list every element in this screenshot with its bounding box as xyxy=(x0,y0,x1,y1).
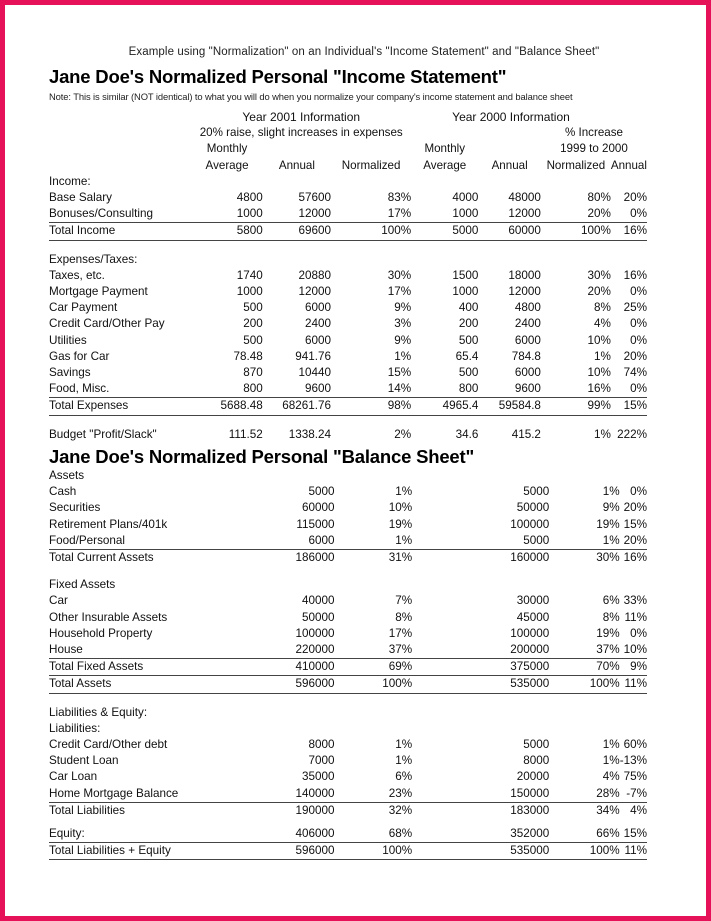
header-row-assumption xyxy=(49,125,647,141)
section-header-fixed-assets xyxy=(49,577,647,593)
cell-monthly-2000: 500 xyxy=(458,333,479,347)
total-fixed-assets-row xyxy=(49,659,647,676)
cell-monthly-2000: 34.6 xyxy=(455,427,479,441)
cell-pct-increase: 15% xyxy=(623,517,647,531)
total-income-row xyxy=(49,223,647,240)
cell-annual-2000: 6000 xyxy=(514,366,541,380)
cell-annual-2001: 50000 xyxy=(301,610,335,624)
cell-normalized-2000: 20% xyxy=(587,285,611,299)
section-header-expenses xyxy=(49,252,647,268)
spacer-row xyxy=(49,819,647,826)
cell-annual-2000: 6000 xyxy=(514,333,541,347)
cell-annual-2000: 8000 xyxy=(523,754,550,768)
cell-monthly-2001: 800 xyxy=(191,381,262,398)
row-label: Total Assets xyxy=(49,676,199,693)
total-liabilities-equity-row xyxy=(49,843,647,860)
cell-normalized-2001: 14% xyxy=(331,381,411,398)
cell-normalized-2000: 1% xyxy=(593,349,611,363)
table-row xyxy=(49,349,647,365)
row-label: House xyxy=(49,642,199,659)
table-row xyxy=(49,769,647,785)
cell-annual-2000: 60000 xyxy=(478,223,541,240)
cell-monthly-2000: 400 xyxy=(458,301,479,315)
cell-normalized-2000: 100% xyxy=(549,676,619,693)
row-label: Household Property xyxy=(49,626,153,640)
row-label: Credit Card/Other Pay xyxy=(49,317,165,331)
cell-normalized-2000: 34% xyxy=(596,803,620,817)
cell-annual-2000: 4800 xyxy=(514,301,541,315)
cell-annual-2001: 6000 xyxy=(305,333,332,347)
section-header-liabilities xyxy=(49,721,647,737)
cell-normalized-2000: 1% xyxy=(602,485,620,499)
row-label: Utilities xyxy=(49,333,87,347)
header-annual-2000: Annual xyxy=(491,158,528,172)
header-row-monthly xyxy=(49,141,647,157)
cell-annual-2000: 12000 xyxy=(478,206,541,223)
row-label: Bonuses/Consulting xyxy=(49,206,191,223)
cell-monthly-2000: 1000 xyxy=(452,285,479,299)
table-row xyxy=(49,786,647,803)
cell-annual-2000: 535000 xyxy=(482,676,549,693)
cell-annual-2000: 183000 xyxy=(510,803,550,817)
cell-annual-2001: 410000 xyxy=(267,659,334,676)
cell-annual-2001: 100000 xyxy=(295,626,335,640)
cell-pct-increase: 0% xyxy=(611,381,647,398)
row-label: Car Loan xyxy=(49,770,98,784)
header-row-columns xyxy=(49,158,647,174)
cell-normalized-2001: 1% xyxy=(395,738,413,752)
cell-normalized-2000: 4% xyxy=(593,317,611,331)
cell-annual-2001: 6000 xyxy=(305,301,332,315)
cell-annual-2001: 596000 xyxy=(267,676,334,693)
cell-annual-2000: 18000 xyxy=(508,268,541,282)
header-pct-increase-line1: % Increase xyxy=(564,126,623,140)
cell-monthly-2001: 500 xyxy=(243,333,263,347)
cell-annual-2001: 8000 xyxy=(308,738,335,752)
cell-normalized-2000: 30% xyxy=(587,268,611,282)
table-row xyxy=(49,284,647,300)
cell-normalized-2001: 3% xyxy=(394,317,412,331)
cell-pct-increase: 20% xyxy=(623,501,647,515)
cell-annual-2001: 190000 xyxy=(295,803,335,817)
cell-annual-2001: 12000 xyxy=(298,285,332,299)
cell-monthly-2000: 1500 xyxy=(452,268,479,282)
cell-annual-2001: 69600 xyxy=(263,223,331,240)
cell-annual-2000: 50000 xyxy=(516,501,550,515)
header-average-2001: Average xyxy=(205,158,249,172)
cell-monthly-2001: 78.48 xyxy=(233,349,263,363)
table-row xyxy=(49,333,647,349)
cell-normalized-2001: 19% xyxy=(388,517,413,531)
table-row xyxy=(49,300,647,316)
cell-annual-2001: 57600 xyxy=(298,191,332,205)
table-row xyxy=(49,268,647,284)
spacer-row xyxy=(49,566,647,577)
cell-normalized-2000: 99% xyxy=(541,398,611,415)
cell-normalized-2000: 10% xyxy=(587,366,611,380)
cell-pct-increase: 20% xyxy=(620,533,647,550)
cell-annual-2000: 100000 xyxy=(510,626,550,640)
cell-normalized-2000: 80% xyxy=(587,191,611,205)
cell-normalized-2001: 6% xyxy=(395,770,413,784)
cell-normalized-2000: 37% xyxy=(549,642,619,659)
cell-normalized-2001: 69% xyxy=(334,659,412,676)
row-label: Equity: xyxy=(49,826,199,843)
cell-monthly-2001: 4800 xyxy=(236,191,263,205)
header-year-2000: Year 2000 Information xyxy=(452,110,570,124)
cell-normalized-2001: 8% xyxy=(395,610,413,624)
cell-pct-increase: 0% xyxy=(630,485,647,499)
cell-normalized-2000: 1% xyxy=(602,754,620,768)
cell-pct-increase: 20% xyxy=(623,191,647,205)
cell-pct-increase: 4% xyxy=(630,803,647,817)
spacer-row xyxy=(49,415,647,427)
header-monthly-2001: Monthly xyxy=(206,142,248,156)
cell-normalized-2001: 31% xyxy=(388,551,413,565)
cell-pct-increase: -7% xyxy=(620,786,647,803)
cell-normalized-2000: 100% xyxy=(549,843,619,860)
table-row xyxy=(49,610,647,626)
total-liabilities-row xyxy=(49,802,647,819)
row-label: Taxes, etc. xyxy=(49,268,105,282)
row-label: Food, Misc. xyxy=(49,381,191,398)
cell-normalized-2001: 17% xyxy=(388,626,413,640)
cell-annual-2001: 35000 xyxy=(301,770,335,784)
cell-annual-2001: 186000 xyxy=(295,551,335,565)
header-assumption: 20% raise, slight increases in expenses xyxy=(199,126,403,140)
table-row xyxy=(49,500,647,516)
cell-normalized-2001: 1% xyxy=(334,533,412,550)
cell-pct-increase: 74% xyxy=(623,366,647,380)
cell-normalized-2001: 9% xyxy=(394,301,412,315)
cell-annual-2001: 60000 xyxy=(301,501,335,515)
cell-annual-2000: 375000 xyxy=(482,659,549,676)
cell-pct-increase: -13% xyxy=(619,754,647,768)
header-year-2001: Year 2001 Information xyxy=(242,110,361,124)
row-label: Car xyxy=(49,594,68,608)
cell-pct-increase: 16% xyxy=(623,551,647,565)
row-label: Other Insurable Assets xyxy=(49,610,168,624)
cell-normalized-2000: 8% xyxy=(602,610,620,624)
header-annual-2001: Annual xyxy=(278,158,315,172)
cell-normalized-2001: 10% xyxy=(388,501,413,515)
cell-annual-2001: 68261.76 xyxy=(263,398,331,415)
cell-pct-increase: 10% xyxy=(620,642,647,659)
cell-monthly-2001: 870 xyxy=(243,366,263,380)
cell-normalized-2000: 10% xyxy=(587,333,611,347)
cell-annual-2000: 784.8 xyxy=(511,349,541,363)
cell-annual-2001: 2400 xyxy=(305,317,332,331)
row-label: Gas for Car xyxy=(49,349,110,363)
cell-normalized-2001: 9% xyxy=(394,333,412,347)
cell-monthly-2001: 200 xyxy=(243,317,263,331)
balance-sheet-title: Jane Doe's Normalized Personal "Balance Sheet" xyxy=(49,446,475,467)
cell-annual-2000: 150000 xyxy=(482,786,549,803)
row-label: Total Liabilities + Equity xyxy=(49,843,199,860)
row-label: Total Liabilities xyxy=(49,803,126,817)
cell-pct-increase: 15% xyxy=(611,398,647,415)
cell-monthly-2000: 5000 xyxy=(411,223,478,240)
document-body xyxy=(44,5,684,921)
cell-normalized-2000: 19% xyxy=(596,626,620,640)
cell-annual-2000: 5000 xyxy=(482,533,549,550)
cell-normalized-2001: 15% xyxy=(387,366,412,380)
cell-pct-increase: 0% xyxy=(630,333,647,347)
cell-annual-2000: 12000 xyxy=(508,285,541,299)
cell-pct-increase: 0% xyxy=(630,626,647,640)
cell-annual-2000: 2400 xyxy=(514,317,541,331)
cell-annual-2000: 48000 xyxy=(508,191,541,205)
header-normalized-2000: Normalized xyxy=(546,158,606,172)
cell-normalized-2000: 6% xyxy=(602,594,620,608)
cell-annual-2001: 20880 xyxy=(298,268,332,282)
cell-annual-2000: 45000 xyxy=(516,610,550,624)
header-annual-increase: Annual xyxy=(610,158,647,172)
cell-normalized-2001: 68% xyxy=(334,826,412,843)
document-subtitle: Example using "Normalization" on an Individual's "Income Statement" and "Balance Sheet" xyxy=(128,46,600,58)
cell-annual-2001: 40000 xyxy=(301,594,335,608)
cell-normalized-2001: 37% xyxy=(334,642,412,659)
cell-monthly-2001: 1000 xyxy=(191,206,262,223)
cell-monthly-2000: 4000 xyxy=(452,191,479,205)
total-current-assets-row xyxy=(49,550,647,567)
cell-monthly-2000: 800 xyxy=(411,381,478,398)
cell-annual-2000: 59584.8 xyxy=(478,398,541,415)
cell-normalized-2001: 100% xyxy=(334,843,412,860)
row-label: Budget "Profit/Slack" xyxy=(49,427,157,441)
cell-annual-2000: 5000 xyxy=(523,485,550,499)
cell-pct-increase: 25% xyxy=(623,301,647,315)
table-row xyxy=(49,642,647,659)
cell-monthly-2000: 65.4 xyxy=(455,349,479,363)
cell-annual-2000: 352000 xyxy=(482,826,549,843)
cell-normalized-2000: 16% xyxy=(541,381,611,398)
income-statement-table xyxy=(49,109,647,443)
row-label: Retirement Plans/401k xyxy=(49,517,168,531)
row-label: Cash xyxy=(49,485,77,499)
cell-monthly-2000: 1000 xyxy=(411,206,478,223)
table-row xyxy=(49,626,647,642)
cell-annual-2000: 415.2 xyxy=(511,427,541,441)
cell-monthly-2001: 1740 xyxy=(236,268,263,282)
cell-annual-2001: 6000 xyxy=(267,533,334,550)
cell-normalized-2001: 23% xyxy=(334,786,412,803)
fixed-assets-label: Fixed Assets xyxy=(49,578,116,592)
row-label: Securities xyxy=(49,501,101,515)
row-label: Food/Personal xyxy=(49,533,199,550)
cell-pct-increase: 75% xyxy=(623,770,647,784)
cell-pct-increase: 15% xyxy=(620,826,647,843)
cell-annual-2000: 30000 xyxy=(516,594,550,608)
table-row xyxy=(49,381,647,398)
cell-normalized-2000: 30% xyxy=(596,551,620,565)
liabilities-equity-label: Liabilities & Equity: xyxy=(49,705,148,719)
row-label: Savings xyxy=(49,366,91,380)
cell-normalized-2001: 100% xyxy=(331,223,411,240)
row-label: Total Current Assets xyxy=(49,551,154,565)
equity-row xyxy=(49,826,647,843)
liabilities-label: Liabilities: xyxy=(49,721,101,735)
header-average-2000: Average xyxy=(423,158,467,172)
cell-annual-2001: 406000 xyxy=(267,826,334,843)
cell-annual-2001: 12000 xyxy=(263,206,331,223)
cell-pct-increase: 20% xyxy=(623,349,647,363)
cell-annual-2001: 7000 xyxy=(308,754,335,768)
cell-annual-2001: 9600 xyxy=(263,381,331,398)
cell-pct-increase: 9% xyxy=(620,659,647,676)
cell-annual-2000: 20000 xyxy=(516,770,550,784)
row-label: Total Expenses xyxy=(49,398,191,415)
table-row xyxy=(49,533,647,550)
cell-annual-2000: 9600 xyxy=(478,381,541,398)
cell-normalized-2000: 66% xyxy=(549,826,619,843)
cell-annual-2001: 5000 xyxy=(308,485,335,499)
assets-label: Assets xyxy=(49,469,85,482)
cell-normalized-2000: 20% xyxy=(541,206,611,223)
section-header-assets xyxy=(49,468,647,484)
cell-pct-increase: 60% xyxy=(623,738,647,752)
cell-normalized-2001: 32% xyxy=(388,803,413,817)
table-row xyxy=(49,753,647,769)
cell-annual-2001: 220000 xyxy=(267,642,334,659)
table-row xyxy=(49,517,647,533)
cell-pct-increase: 33% xyxy=(623,594,647,608)
cell-normalized-2001: 17% xyxy=(331,206,411,223)
cell-normalized-2001: 30% xyxy=(387,268,412,282)
cell-pct-increase: 11% xyxy=(620,843,647,860)
income-statement-title: Jane Doe's Normalized Personal "Income Statement" xyxy=(49,66,507,87)
cell-monthly-2001: 1000 xyxy=(236,285,263,299)
cell-annual-2000: 535000 xyxy=(482,843,549,860)
row-label: Mortgage Payment xyxy=(49,285,148,299)
table-row xyxy=(49,316,647,332)
row-label: Student Loan xyxy=(49,754,119,768)
section-header-income xyxy=(49,174,647,190)
cell-annual-2001: 1338.24 xyxy=(288,427,332,441)
section-header-liabilities-equity xyxy=(49,705,647,721)
row-label: Home Mortgage Balance xyxy=(49,786,199,803)
header-pct-increase-line2: 1999 to 2000 xyxy=(560,142,628,156)
row-label: Total Fixed Assets xyxy=(49,659,199,676)
cell-monthly-2000: 200 xyxy=(458,317,479,331)
cell-normalized-2001: 1% xyxy=(395,754,413,768)
budget-profit-slack-row xyxy=(49,427,647,443)
spacer-row xyxy=(49,693,647,705)
row-label: Base Salary xyxy=(49,191,113,205)
cell-normalized-2001: 98% xyxy=(331,398,411,415)
cell-normalized-2001: 83% xyxy=(387,191,412,205)
income-section-label: Income: xyxy=(49,174,91,188)
cell-normalized-2000: 70% xyxy=(549,659,619,676)
cell-annual-2001: 10440 xyxy=(298,366,332,380)
cell-monthly-2001: 111.52 xyxy=(228,427,263,441)
cell-normalized-2000: 100% xyxy=(541,223,611,240)
cell-pct-increase: 222% xyxy=(617,427,647,441)
cell-annual-2000: 100000 xyxy=(510,517,550,531)
cell-normalized-2000: 1% xyxy=(549,533,619,550)
cell-normalized-2000: 9% xyxy=(602,501,620,515)
cell-normalized-2000: 1% xyxy=(602,738,620,752)
cell-pct-increase: 11% xyxy=(620,676,647,693)
table-row xyxy=(49,484,647,500)
header-normalized-2001: Normalized xyxy=(341,158,401,172)
row-label: Total Income xyxy=(49,223,191,240)
cell-monthly-2001: 5688.48 xyxy=(191,398,262,415)
cell-normalized-2001: 1% xyxy=(395,485,413,499)
cell-pct-increase: 0% xyxy=(630,285,647,299)
header-monthly-2000: Monthly xyxy=(424,142,466,156)
cell-annual-2000: 5000 xyxy=(523,738,550,752)
cell-pct-increase: 16% xyxy=(611,223,647,240)
total-assets-row xyxy=(49,676,647,693)
table-row xyxy=(49,737,647,753)
cell-normalized-2000: 28% xyxy=(549,786,619,803)
cell-normalized-2000: 4% xyxy=(602,770,620,784)
cell-pct-increase: 16% xyxy=(623,268,647,282)
table-row xyxy=(49,206,647,223)
cell-normalized-2001: 7% xyxy=(395,594,413,608)
cell-annual-2001: 596000 xyxy=(267,843,334,860)
cell-pct-increase: 0% xyxy=(630,317,647,331)
cell-normalized-2001: 17% xyxy=(387,285,412,299)
cell-pct-increase: 0% xyxy=(611,206,647,223)
cell-normalized-2001: 1% xyxy=(394,349,412,363)
header-row-year xyxy=(49,109,647,125)
table-row xyxy=(49,365,647,381)
cell-annual-2001: 140000 xyxy=(267,786,334,803)
cell-monthly-2000: 500 xyxy=(458,366,479,380)
cell-annual-2000: 160000 xyxy=(510,551,550,565)
row-label: Car Payment xyxy=(49,301,118,315)
spacer-row xyxy=(49,240,647,252)
expenses-section-label: Expenses/Taxes: xyxy=(49,252,138,266)
cell-monthly-2001: 5800 xyxy=(191,223,262,240)
cell-monthly-2000: 4965.4 xyxy=(411,398,478,415)
cell-normalized-2001: 2% xyxy=(394,427,412,441)
cell-normalized-2000: 1% xyxy=(593,427,611,441)
table-row xyxy=(49,593,647,609)
cell-normalized-2001: 100% xyxy=(334,676,412,693)
cell-normalized-2000: 19% xyxy=(596,517,620,531)
cell-annual-2001: 941.76 xyxy=(295,349,332,363)
total-expenses-row xyxy=(49,398,647,415)
table-row xyxy=(49,190,647,206)
cell-annual-2000: 200000 xyxy=(482,642,549,659)
cell-pct-increase: 11% xyxy=(624,610,647,624)
row-label: Credit Card/Other debt xyxy=(49,738,168,752)
cell-normalized-2000: 8% xyxy=(593,301,611,315)
balance-sheet-table xyxy=(49,468,647,860)
cell-annual-2001: 115000 xyxy=(296,517,335,531)
normalization-note: Note: This is similar (NOT identical) to what you will do when you normalize your company's income statement and balance sheet xyxy=(49,91,573,102)
cell-monthly-2001: 500 xyxy=(243,301,263,315)
